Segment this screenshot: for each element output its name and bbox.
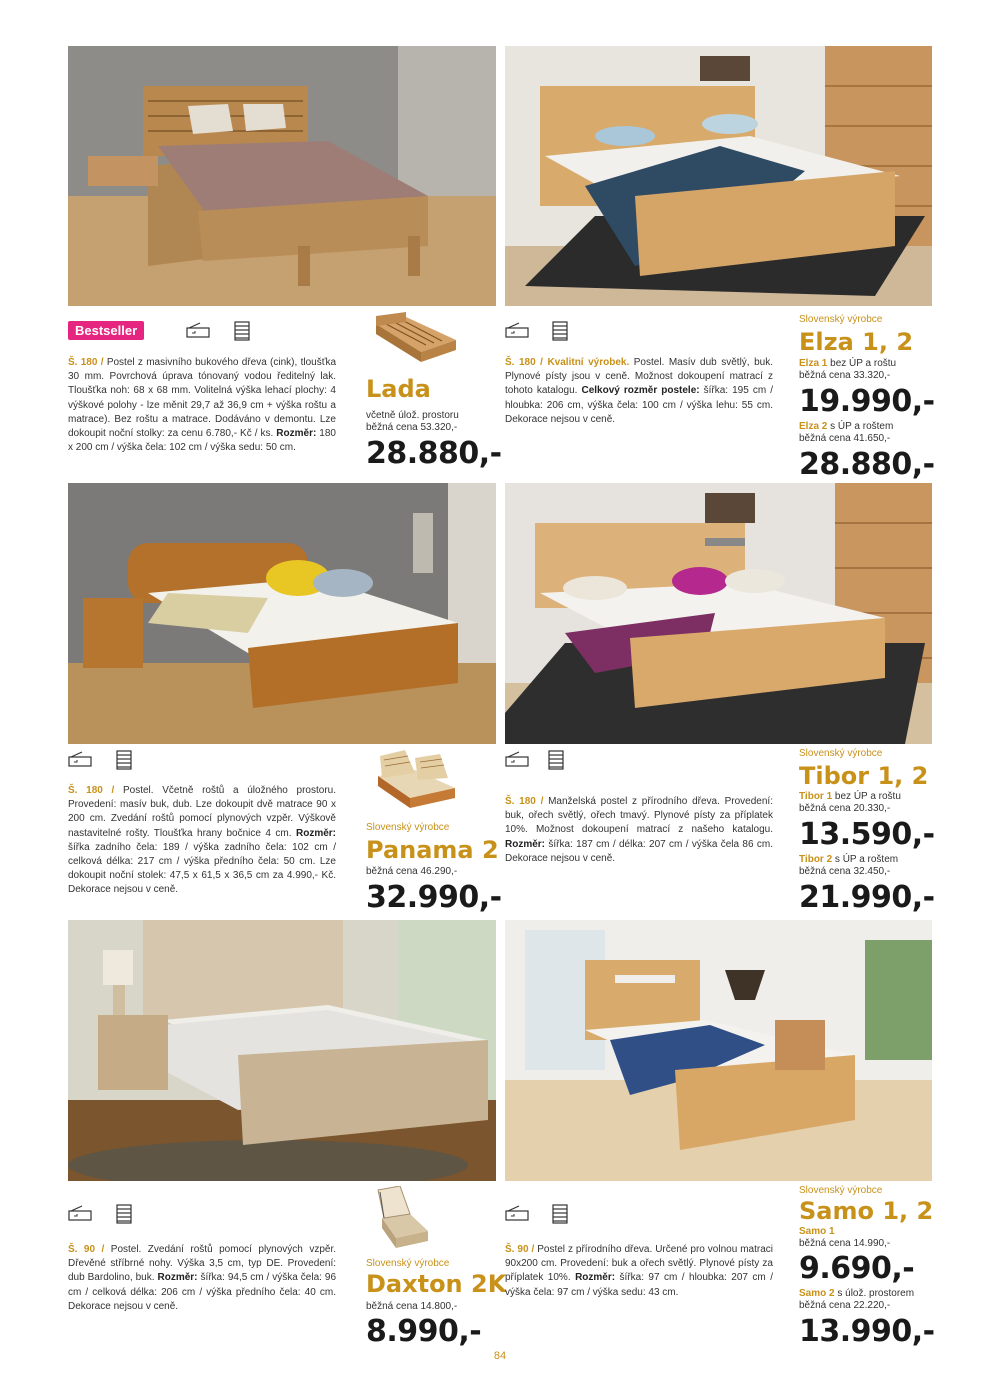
lada-regular-price: běžná cena 53.320,- xyxy=(366,422,458,433)
samo-desc-text2: šířka: 97 cm / hloubka: 207 cm / výška čela: 97 cm / výška sedu: 43 cm. xyxy=(505,1272,773,1298)
lada-storage-note: včetně úlož. prostoru xyxy=(366,410,459,421)
elza-photo xyxy=(505,46,932,306)
tibor-name: Tibor 1, 2 xyxy=(799,762,929,790)
elza-code: Š. 180 / Kvalitní výrobek. xyxy=(505,357,630,368)
samo-name: Samo 1, 2 xyxy=(799,1197,934,1225)
tibor-variant1-price: 13.590,- xyxy=(799,817,935,852)
elza-variant2-text: s ÚP a roštem xyxy=(827,421,894,432)
tibor-variant2-label: Tibor 2 xyxy=(799,854,833,865)
panama-name: Panama 2 xyxy=(366,836,499,864)
bestseller-badge: Bestseller xyxy=(68,321,144,340)
storage-icon xyxy=(505,1204,529,1224)
lada-photo xyxy=(68,46,496,306)
slatted-frame-icon xyxy=(112,750,136,770)
samo-description xyxy=(505,1243,773,1300)
elza-variant1-label: Elza 1 xyxy=(799,358,828,369)
slatted-frame-icon xyxy=(548,1204,572,1224)
elza-variant1-regular: běžná cena 33.320,- xyxy=(799,370,891,381)
lada-thumbnail xyxy=(366,312,462,370)
lada-price: 28.880,- xyxy=(366,436,502,471)
tibor-variant1-label: Tibor 1 xyxy=(799,791,833,802)
samo-variant2 xyxy=(799,1288,914,1300)
tibor-variant1-regular: běžná cena 20.330,- xyxy=(799,803,891,814)
elza-variant1-text: bez ÚP a roštu xyxy=(827,358,897,369)
samo-variant2-label: Samo 2 xyxy=(799,1288,835,1299)
daxton-desc-text2: šířka: 94,5 cm / výška čela: 96 cm / celková délka: 206 cm / výška předního čela: 40 cm. Dekorace nejsou v ceně. xyxy=(68,1272,337,1312)
tibor-photo xyxy=(505,483,932,744)
panama-dim-label: Rozměr: xyxy=(295,827,336,839)
samo-variant1-regular: běžná cena 14.990,- xyxy=(799,1238,891,1249)
storage-icon xyxy=(68,750,92,770)
elza-name: Elza 1, 2 xyxy=(799,328,914,356)
elza-origin: Slovenský výrobce xyxy=(799,314,883,325)
elza-desc-text2: šířka: 195 cm / hloubka: 206 cm, výška čela: 100 cm / výška lehu: 55 cm. Dekorace nejsou v ceně. xyxy=(505,385,773,425)
slatted-frame-icon xyxy=(230,321,254,341)
daxton-price: 8.990,- xyxy=(366,1314,482,1349)
elza-dim-label: Celkový rozměr postele: xyxy=(581,385,700,397)
lada-dim-label: Rozměr: xyxy=(276,428,317,440)
elza-variant2-price: 28.880,- xyxy=(799,447,935,482)
daxton-code: Š. 90 / xyxy=(68,1244,105,1255)
lada-desc-text: Postel z masivního bukového dřeva (cink), tloušťka 30 mm. Povrchová úprava tónovaný vodou ředitelný lak. Tloušťka noh: 68 x 68 mm. Volitelná výška lehací plochy: 4 výškové polohy - lze měnit 29,7 až 36,9 cm + výška roštu a matrace). Bez roštu a matrace. Dodáváno v demontu. Lze dokoupit noční stolky: za cenu 6.780,- Kč / ks. xyxy=(68,357,337,440)
storage-icon xyxy=(68,1204,92,1224)
tibor-variant2 xyxy=(799,854,898,866)
tibor-desc-text: Manželská postel z přírodního dřeva. Provedení: buk, ořech světlý, ořech tmavý. Plynové písty za příplatek 10%. Možnost dokoupení matrací z našeho katalogu. xyxy=(505,796,773,836)
lada-description xyxy=(68,356,336,455)
samo-variant1-label: Samo 1 xyxy=(799,1226,835,1237)
daxton-description xyxy=(68,1243,336,1314)
panama-thumbnail xyxy=(370,748,460,814)
panama-desc-text2: šířka zadního čela: 189 / výška zadního čela: 102 cm / celková délka: 217 cm / výška předního čela: 50 cm. Lze dokoupit noční stolek: 47,5 x 61,5 x 36,5 cm za 4.990,- Kč. Dekorace nejsou v ceně. xyxy=(68,841,336,896)
panama-code: Š. 180 / xyxy=(68,785,115,796)
samo-variant1-price: 9.690,- xyxy=(799,1251,915,1286)
slatted-frame-icon xyxy=(548,321,572,341)
tibor-description xyxy=(505,795,773,866)
samo-origin: Slovenský výrobce xyxy=(799,1185,883,1196)
samo-code: Š. 90 / xyxy=(505,1244,535,1255)
samo-dim-label: Rozměr: xyxy=(575,1272,616,1284)
tibor-variant1 xyxy=(799,791,901,803)
daxton-desc-text: Postel. Zvedání roštů pomocí plynových vzpěr. Dřevěné stříbrné nohy. Výška 3,5 cm, typ DE. Provedení: dub Bardolino, buk. xyxy=(68,1244,337,1284)
panama-description xyxy=(68,784,336,898)
samo-photo xyxy=(505,920,932,1181)
tibor-variant1-text: bez ÚP a roštu xyxy=(832,791,901,802)
panama-price: 32.990,- xyxy=(366,880,502,915)
tibor-code: Š. 180 / xyxy=(505,796,544,807)
tibor-dim-label: Rozměr: xyxy=(505,838,546,850)
tibor-origin: Slovenský výrobce xyxy=(799,748,883,759)
storage-icon xyxy=(505,750,529,770)
elza-variant2-regular: běžná cena 41.650,- xyxy=(799,433,891,444)
slatted-frame-icon xyxy=(544,750,568,770)
slatted-frame-icon xyxy=(112,1204,136,1224)
tibor-variant2-text: s ÚP a roštem xyxy=(832,854,899,865)
tibor-variant2-regular: běžná cena 32.450,- xyxy=(799,866,891,877)
lada-name: Lada xyxy=(366,375,431,403)
elza-description xyxy=(505,356,773,427)
panama-regular-price: běžná cena 46.290,- xyxy=(366,866,458,877)
panama-photo xyxy=(68,483,496,744)
samo-variant2-text: s úlož. prostorem xyxy=(834,1288,915,1299)
storage-icon xyxy=(186,321,210,341)
daxton-dim-label: Rozměr: xyxy=(157,1272,198,1284)
lada-code: Š. 180 / xyxy=(68,357,104,368)
page-number: 84 xyxy=(493,1350,507,1362)
storage-icon xyxy=(505,321,529,341)
daxton-name: Daxton 2K xyxy=(366,1270,507,1298)
tibor-desc-text2: šířka: 187 cm / délka: 207 cm / výška čela 86 cm. Dekorace nejsou v ceně. xyxy=(505,838,773,864)
daxton-photo xyxy=(68,920,496,1181)
samo-variant2-price: 13.990,- xyxy=(799,1314,935,1349)
tibor-variant2-price: 21.990,- xyxy=(799,880,935,915)
daxton-regular-price: běžná cena 14.800,- xyxy=(366,1301,458,1312)
daxton-thumbnail xyxy=(370,1186,432,1252)
elza-variant2 xyxy=(799,421,893,433)
daxton-origin: Slovenský výrobce xyxy=(366,1258,450,1269)
elza-variant1-price: 19.990,- xyxy=(799,384,935,419)
samo-variant1 xyxy=(799,1226,835,1238)
panama-origin: Slovenský výrobce xyxy=(366,822,450,833)
lada-desc-text2: 180 x 200 cm / výška čela: 102 cm / výška sedu: 50 cm. xyxy=(68,428,336,454)
elza-variant2-label: Elza 2 xyxy=(799,421,828,432)
elza-desc-text: Postel. Masív dub světlý, buk. Plynové písty jsou v ceně. Možnost dokoupení matrací z tohoto katalogu. xyxy=(505,357,773,397)
samo-variant2-regular: běžná cena 22.220,- xyxy=(799,1300,891,1311)
elza-variant1 xyxy=(799,358,896,370)
samo-desc-text: Postel z přírodního dřeva. Určené pro volnou matraci 90x200 cm. Provedení: buk a ořech světlý. Plynové písty za příplatek 10%. xyxy=(505,1244,774,1284)
panama-desc-text: Postel. Včetně roštů a úložného prostoru. Provedení: masív buk, dub. Lze dokoupit dvě matrace 90 x 200 cm. Zvedání roštů pomocí plynových vzpěr. Výškově nastavitelné rošty. Tloušťka hrany bočnice 4 cm. xyxy=(68,785,336,839)
